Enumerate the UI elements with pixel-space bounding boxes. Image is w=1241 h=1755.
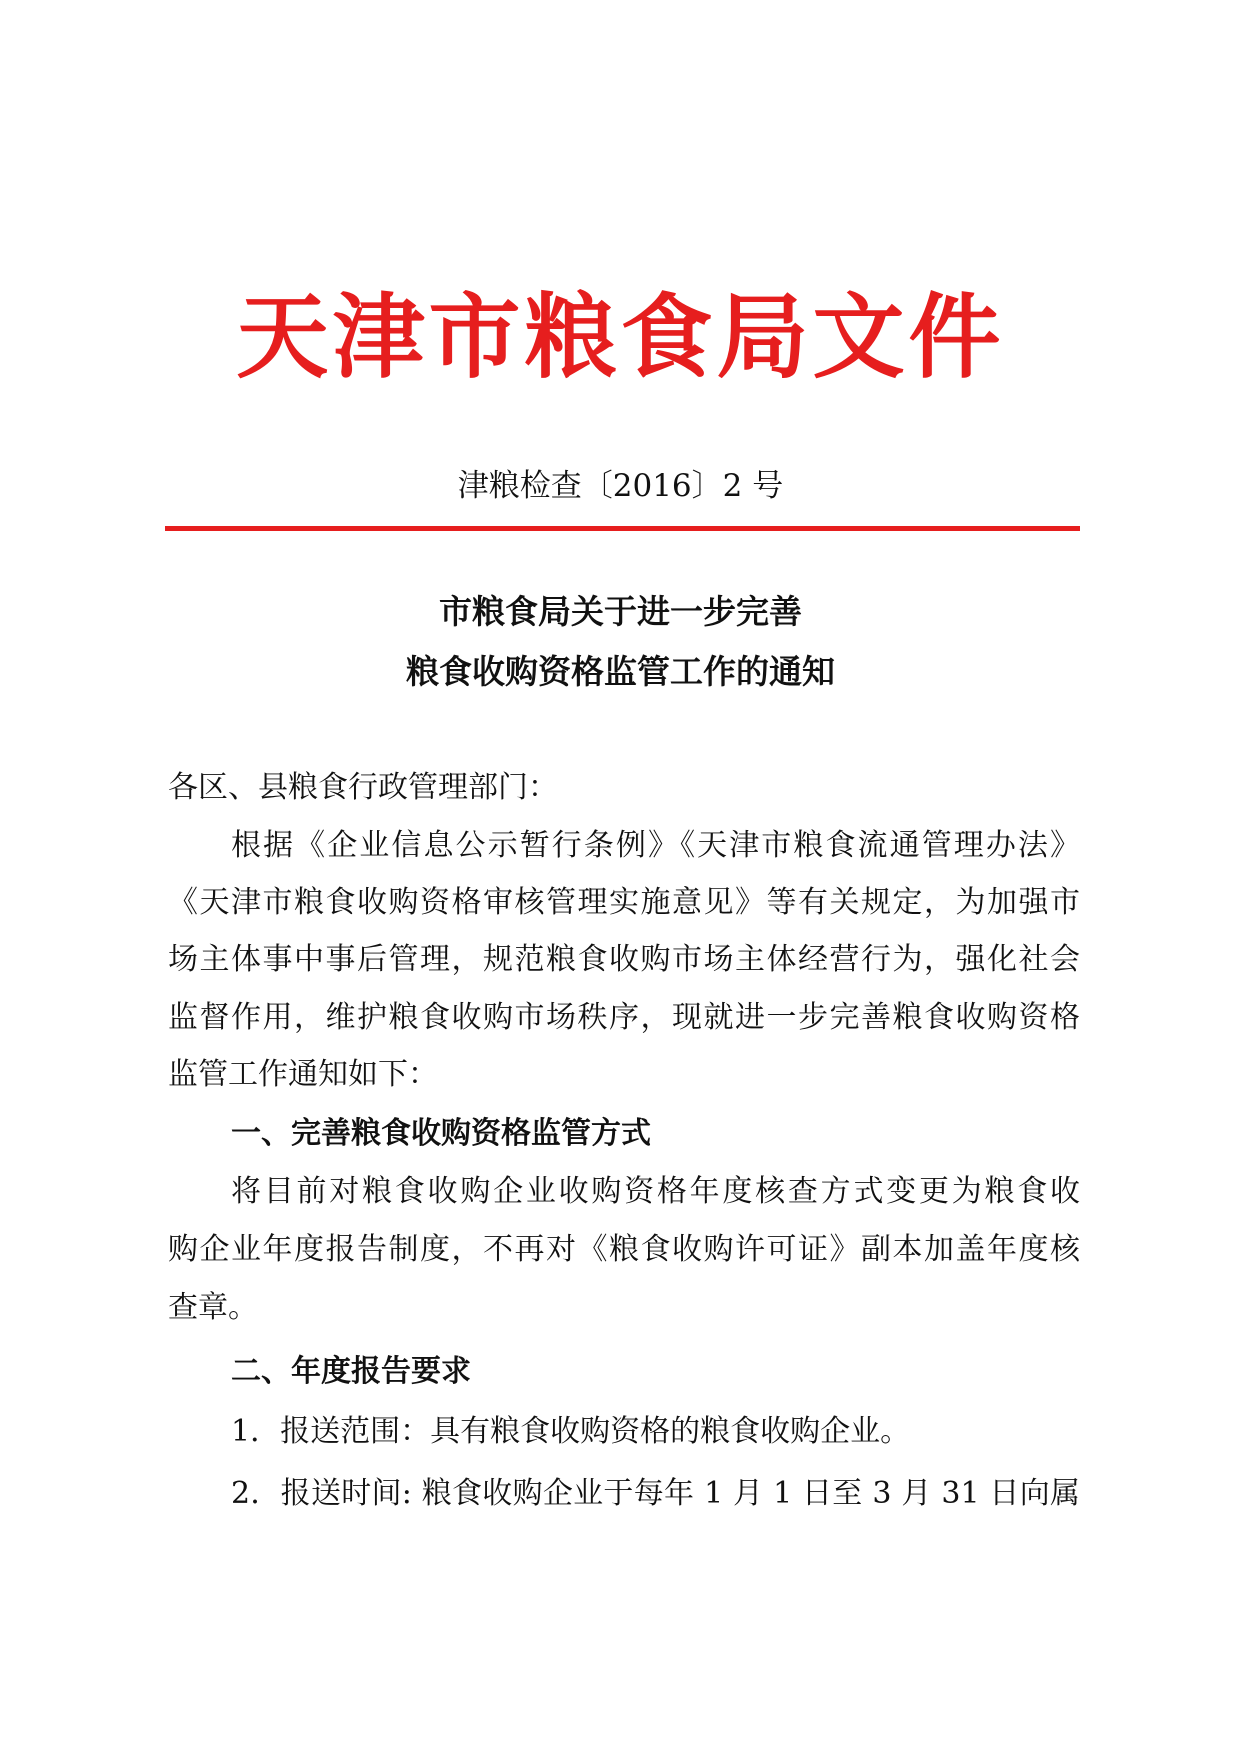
- notice-title-line-1: 市粮食局关于进一步完善: [439, 592, 802, 631]
- intro-line-4: 监督作用，维护粮食收购市场秩序，现就进一步完善粮食收购资格: [168, 1000, 1080, 1035]
- document-number: 津粮检查〔2016〕2 号: [457, 468, 784, 504]
- section-heading-1: 一、完善粮食收购资格监管方式: [231, 1116, 651, 1151]
- section1-line-1: 将目前对粮食收购企业收购资格年度核查方式变更为粮食收: [231, 1174, 1080, 1209]
- section-heading-2: 二、年度报告要求: [231, 1354, 471, 1389]
- salutation: 各区、县粮食行政管理部门：: [168, 770, 558, 805]
- intro-line-5: 监管工作通知如下：: [168, 1057, 438, 1092]
- intro-line-3: 场主体事中事后管理，规范粮食收购市场主体经营行为，强化社会: [168, 942, 1080, 977]
- notice-title-line-2: 粮食收购资格监管工作的通知: [406, 652, 835, 691]
- red-divider-line: [165, 526, 1080, 531]
- intro-line-2: 《天津市粮食收购资格审核管理实施意见》等有关规定，为加强市: [168, 885, 1080, 920]
- list-item-2: 2．报送时间: 粮食收购企业于每年 1 月 1 日至 3 月 31 日向属: [231, 1476, 1080, 1511]
- section1-line-2: 购企业年度报告制度，不再对《粮食收购许可证》副本加盖年度核: [168, 1232, 1080, 1267]
- list-item-1: 1．报送范围：具有粮食收购资格的粮食收购企业。: [231, 1414, 911, 1449]
- intro-line-1: 根据《企业信息公示暂行条例》《天津市粮食流通管理办法》: [231, 828, 1080, 863]
- masthead-title: 天津市粮食局文件: [236, 284, 1005, 391]
- section1-line-3: 查章。: [168, 1290, 258, 1325]
